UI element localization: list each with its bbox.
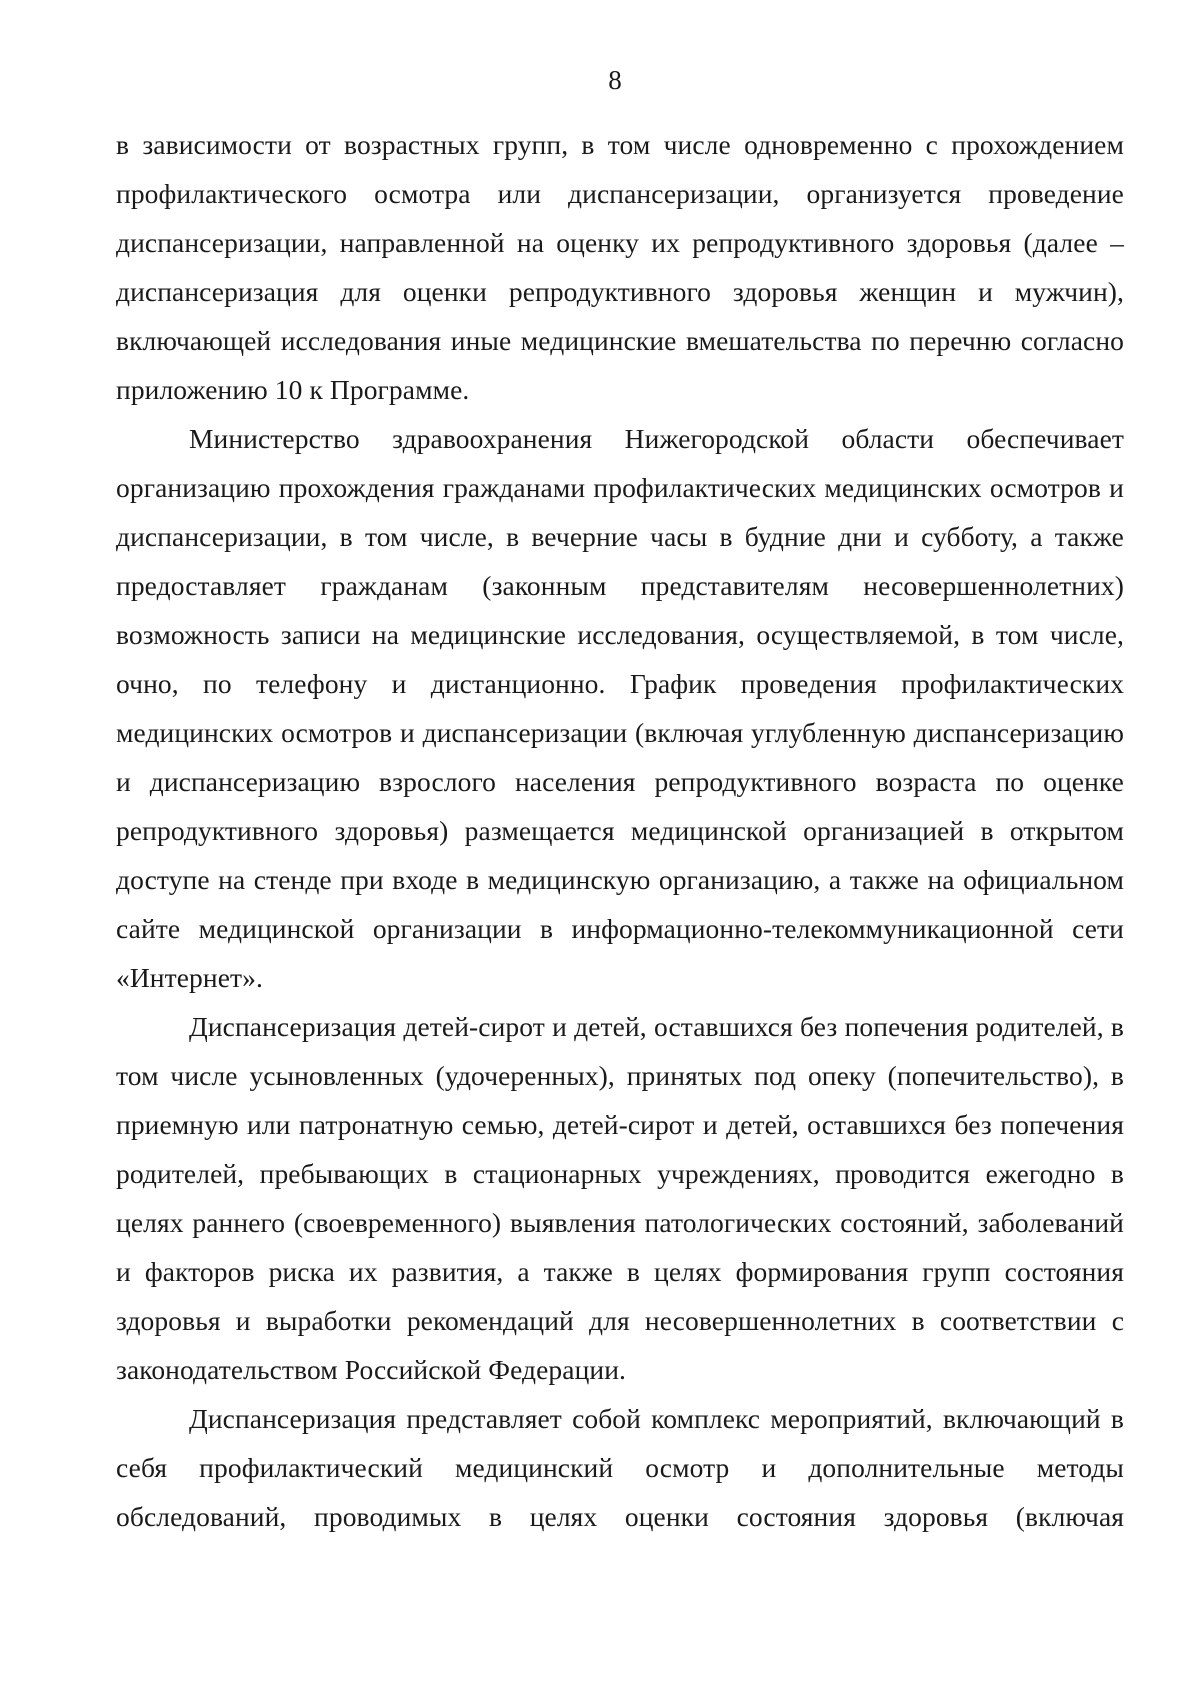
paragraph-dispensarization-definition: Диспансеризация представляет собой комплекс мероприятий, включающий в себя профилактический медицинский осмотр и дополнительные методы обследований, проводимых в целях оценки состояния здоровья (включая [116,1403,1124,1532]
paragraph-orphans-dispensarization: Диспансеризация детей-сирот и детей, оставшихся без попечения родителей, в том числе усыновленных (удочеренных), принятых под опеку (попечительство), в приемную или патронатную семью, детей-сирот и детей, оставшихся без попечения родителей, пребывающих в стационарных учреждениях, проводится ежегодно в целях раннего (своевременного) выявления патологических состояний, заболеваний и факторов риска их развития, а также в целях формирования групп состояния здоровья и выработки рекомендаций для несовершеннолетних в соответствии с законодательством Российской Федерации. [116,1011,1124,1385]
paragraph-continuation: в зависимости от возрастных групп, в том числе одновременно с прохождением профилактического осмотра или диспансеризации, организуется проведение диспансеризации, направленной на оценку их репродуктивного здоровья (далее – диспансеризация для оценки репродуктивного здоровья женщин и мужчин), включающей исследования иные медицинские вмешательства по перечню согласно приложению 10 к Программе. [116,129,1124,405]
paragraph-ministry-organization: Министерство здравоохранения Нижегородской области обеспечивает организацию прохождения гражданами профилактических медицинских осмотров и диспансеризации, в том числе, в вечерние часы в будние дни и субботу, а также предоставляет гражданам (законным представителям несовершеннолетних) возможность записи на медицинские исследования, осуществляемой, в том числе, очно, по телефону и дистанционно. График проведения профилактических медицинских осмотров и диспансеризации (включая углубленную диспансеризацию и диспансеризацию взрослого населения репродуктивного возраста по оценке репродуктивного здоровья) размещается медицинской организацией в открытом доступе на стенде при входе в медицинскую организацию, а также на официальном сайте медицинской организации в информационно-телекоммуникационной сети «Интернет». [116,423,1124,993]
page-number: 8 [608,65,622,95]
document-body [116,120,1124,1541]
